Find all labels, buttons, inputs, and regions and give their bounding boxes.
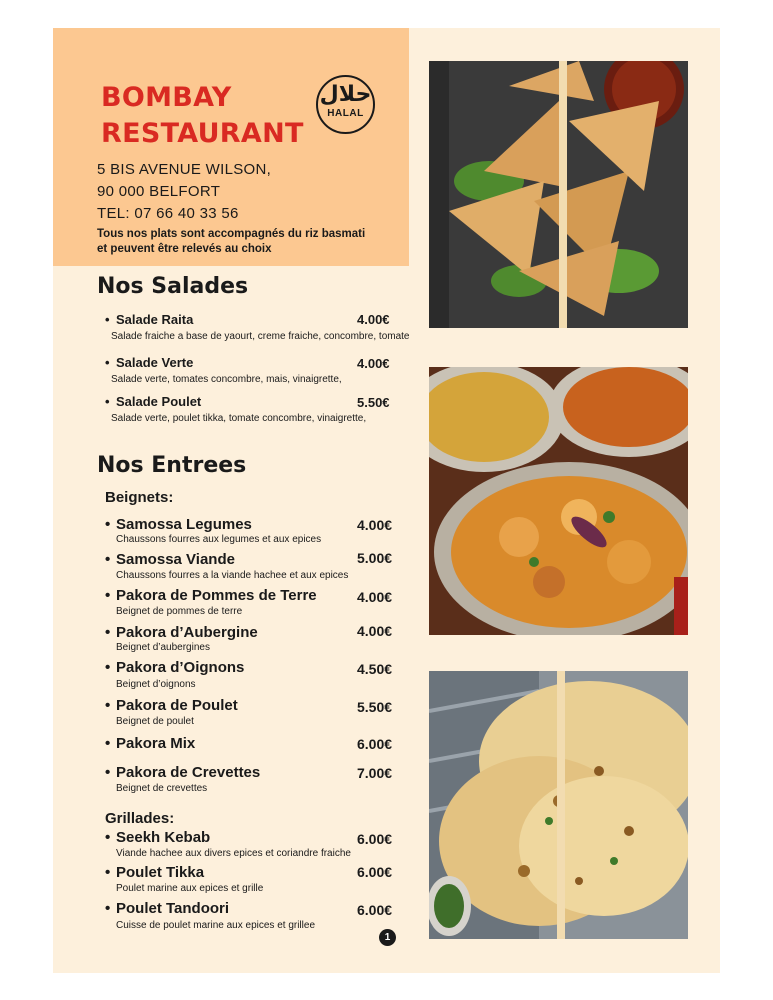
menu-item-desc: Beignet de crevettes [116, 783, 208, 794]
menu-item-price: 4.50€ [357, 661, 393, 677]
menu-item-desc: Salade verte, poulet tikka, tomate concombre, vinaigrette, [111, 413, 367, 424]
address-line1: 5 BIS AVENUE WILSON, [97, 161, 272, 178]
rice-note-line1: Tous nos plats sont accompagnés du riz basmati [97, 228, 366, 240]
menu-item-price: 4.00€ [357, 312, 390, 327]
menu-item-name: • Poulet Tikka [105, 864, 205, 881]
menu-item-desc: Chaussons fourres aux legumes et aux epices [116, 534, 322, 545]
naan-photo-icon [429, 671, 688, 939]
menu-item-name: • Pakora d’Oignons [105, 659, 245, 676]
phone-number: TEL: 07 66 40 33 56 [97, 205, 239, 222]
menu-item-price: 4.00€ [357, 356, 390, 371]
menu-item-name: • Poulet Tandoori [105, 900, 230, 917]
menu-item-price: 6.00€ [357, 864, 393, 880]
rice-note [97, 227, 365, 257]
menu-item-desc: Viande hachee aux divers epices et coriandre fraiche [116, 848, 351, 859]
menu-item-desc: Cuisse de poulet marine aux epices et grillee [116, 920, 315, 931]
menu-item-name: • Pakora de Crevettes [105, 764, 261, 781]
beignets-heading: Beignets: [105, 489, 174, 506]
menu-item-desc: Beignet d’aubergines [116, 642, 210, 653]
menu-item-name: • Salade Raita [105, 312, 194, 327]
halal-label: HALAL [327, 108, 364, 119]
halal-badge-icon [316, 75, 375, 134]
grillades-heading: Grillades: [105, 810, 175, 827]
menu-item-price: 4.00€ [357, 623, 393, 639]
menu-item-price: 6.00€ [357, 736, 393, 752]
menu-item-name: • Salade Poulet [105, 394, 202, 409]
samosa-photo-icon [429, 61, 688, 328]
menu-item-name: • Pakora de Poulet [105, 697, 238, 714]
menu-item-price: 5.00€ [357, 550, 393, 566]
menu-item-desc: Salade verte, tomates concombre, mais, vinaigrette, [111, 374, 342, 385]
salades-title: Nos Salades [97, 274, 249, 299]
menu-item-name: • Seekh Kebab [105, 829, 211, 846]
entrees-title: Nos Entrees [97, 453, 247, 478]
menu-item-desc: Chaussons fourres a la viande hachee et aux epices [116, 570, 349, 581]
restaurant-name-line2: RESTAURANT [101, 118, 304, 149]
menu-item-desc: Beignet de poulet [116, 716, 194, 727]
rice-note-line2: et peuvent être relevés au choix [97, 243, 272, 255]
menu-item-name: • Pakora de Pommes de Terre [105, 587, 317, 604]
menu-item-name: • Pakora d’Aubergine [105, 624, 258, 641]
restaurant-name [101, 80, 304, 152]
menu-item-name: • Salade Verte [105, 355, 194, 370]
menu-item-price: 4.00€ [357, 517, 393, 533]
menu-item-desc: Salade fraiche a base de yaourt, creme fraiche, concombre, tomate [111, 331, 410, 342]
menu-item-price: 6.00€ [357, 831, 393, 847]
menu-item-price: 4.00€ [357, 589, 393, 605]
menu-item-name: • Pakora Mix [105, 735, 196, 752]
curry-photo-icon [429, 367, 688, 635]
menu-item-price: 6.00€ [357, 902, 393, 918]
menu-item-name: • Samossa Legumes [105, 516, 252, 533]
menu-item-desc: Beignet d’oignons [116, 679, 196, 690]
menu-item-price: 5.50€ [357, 395, 390, 410]
menu-item-name: • Samossa Viande [105, 551, 235, 568]
restaurant-name-line1: BOMBAY [101, 82, 232, 113]
menu-item-price: 5.50€ [357, 699, 393, 715]
address-line2: 90 000 BELFORT [97, 183, 221, 200]
menu-item-desc: Poulet marine aux epices et grille [116, 883, 264, 894]
menu-item-price: 7.00€ [357, 765, 393, 781]
menu-item-desc: Beignet de pommes de terre [116, 606, 243, 617]
page-number: 1 [379, 929, 396, 946]
halal-arabic: حلال [319, 82, 372, 107]
